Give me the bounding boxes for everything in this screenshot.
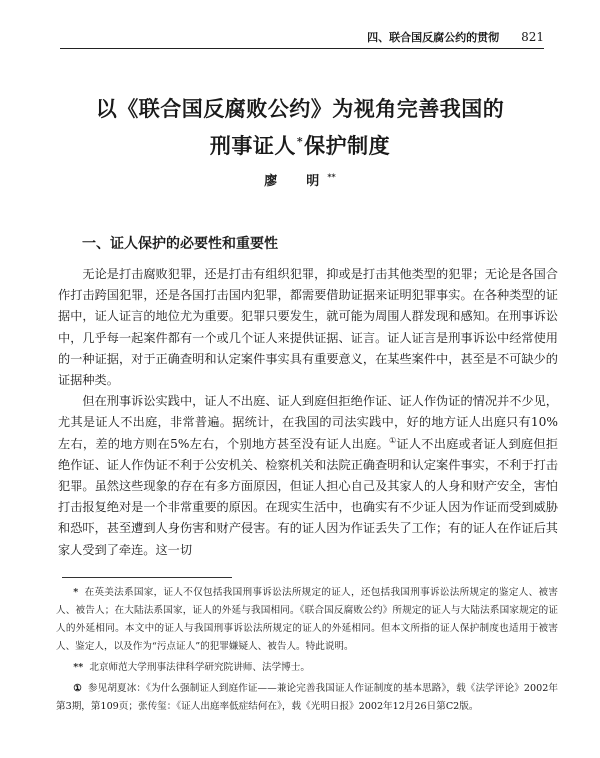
- footnote-divider: [62, 577, 232, 578]
- footnote-text: 参见胡夏冰：《为什么强制证人到庭作证——兼论完善我国证人作证制度的基本思路》，载《法学评论》2002年第3期，第109页；张传玺：《证人出庭率低症结何在》，载《光明日报》2002年12月26日第C2版。: [56, 683, 558, 712]
- article-title: [40, 92, 560, 162]
- footnote-author: [56, 659, 558, 677]
- footnote-marker: ①: [73, 683, 82, 694]
- title-line-2-start: 刑事证人: [209, 133, 296, 158]
- paragraph-2: [58, 391, 558, 561]
- body-text: [58, 264, 558, 561]
- footnote-text: 在英美法系国家，证人不仅包括我国刑事诉讼法所规定的证人，还包括我国刑事诉讼法所规定的鉴定人、被害人、被告人；在大陆法系国家，证人的外延与我国相同。《联合国反腐败公约》所规定的证人与大陆法系国家规定的证人的外延相同。本文中的证人与我国刑事诉讼法所规定的证人的外延相同。但本文所指的证人保护制度也适用于被害人、鉴定人，以及作为“污点证人”的犯罪嫌疑人、被告人。特此说明。: [56, 587, 558, 652]
- footnote-marker: **: [73, 662, 84, 673]
- footnotes: [56, 584, 558, 716]
- paragraph-1: 无论是打击腐败犯罪，还是打击有组织犯罪，抑或是打击其他类型的犯罪；无论是各国合作打击跨国犯罪，还是各国打击国内犯罪，都需要借助证据来证明犯罪事实。在各种类型的证据中，证人证言的地位尤为重要。犯罪只要发生，就可能为周围人群发现和感知。在刑事诉讼中，几乎每一起案件都有一个或几个证人来提供证据、证言。证人证言是刑事诉讼中经常使用的一种证据，对于正确查明和认定案件事实具有重要意义，在某些案件中，甚至是不可缺少的证据种类。: [58, 267, 558, 388]
- title-footnote-marker: *: [296, 135, 304, 148]
- running-header-title: 四、联合国反腐公约的贯彻: [367, 31, 500, 44]
- author-line: [0, 170, 600, 189]
- footnote-1: [56, 680, 558, 716]
- footnote-title: [56, 584, 558, 656]
- author-name: 廖 明: [264, 174, 328, 189]
- title-line-2: [40, 125, 560, 162]
- paragraph-2-start: 但在刑事诉讼实践中，证人不出庭、证人到庭但拒绝作证、证人作伪证的情况并不少见，尤其是证人不出庭，非常普遍。据统计，在我国的司法实践中，好的地方证人出庭只有10%左右，差的地方则在5%左右，个别地方甚至没有证人出庭。: [58, 394, 558, 451]
- paragraph-2-end: 证人不出庭或者证人到庭但拒绝作证、证人作伪证不利于公安机关、检察机关和法院正确查明和认定案件事实，不利于打击犯罪。虽然这些现象的存在有多方面原因，但证人担心自己及其家人的人身和财产安全，害怕打击报复绝对是一个非常重要的原因。在现实生活中，也确实有不少证人因为作证而受到威胁和恐吓，甚至遭到人身伤害和财产侵害。有的证人因为作证丢失了工作；有的证人在作证后其家人受到了牵连。这一切: [58, 436, 558, 557]
- note-1-marker: ①: [388, 435, 397, 445]
- footnote-text: 北京师范大学刑事法律科学研究院讲师、法学博士。: [89, 662, 310, 673]
- footnote-marker: *: [73, 587, 79, 598]
- title-line-2-end: 保护制度: [304, 133, 391, 158]
- title-line-1: 以《联合国反腐败公约》为视角完善我国的: [95, 96, 505, 121]
- page-number: 821: [521, 30, 544, 44]
- running-header: [60, 29, 544, 49]
- author-footnote-marker: **: [327, 171, 336, 182]
- section-heading: 一、证人保护的必要性和重要性: [82, 236, 278, 252]
